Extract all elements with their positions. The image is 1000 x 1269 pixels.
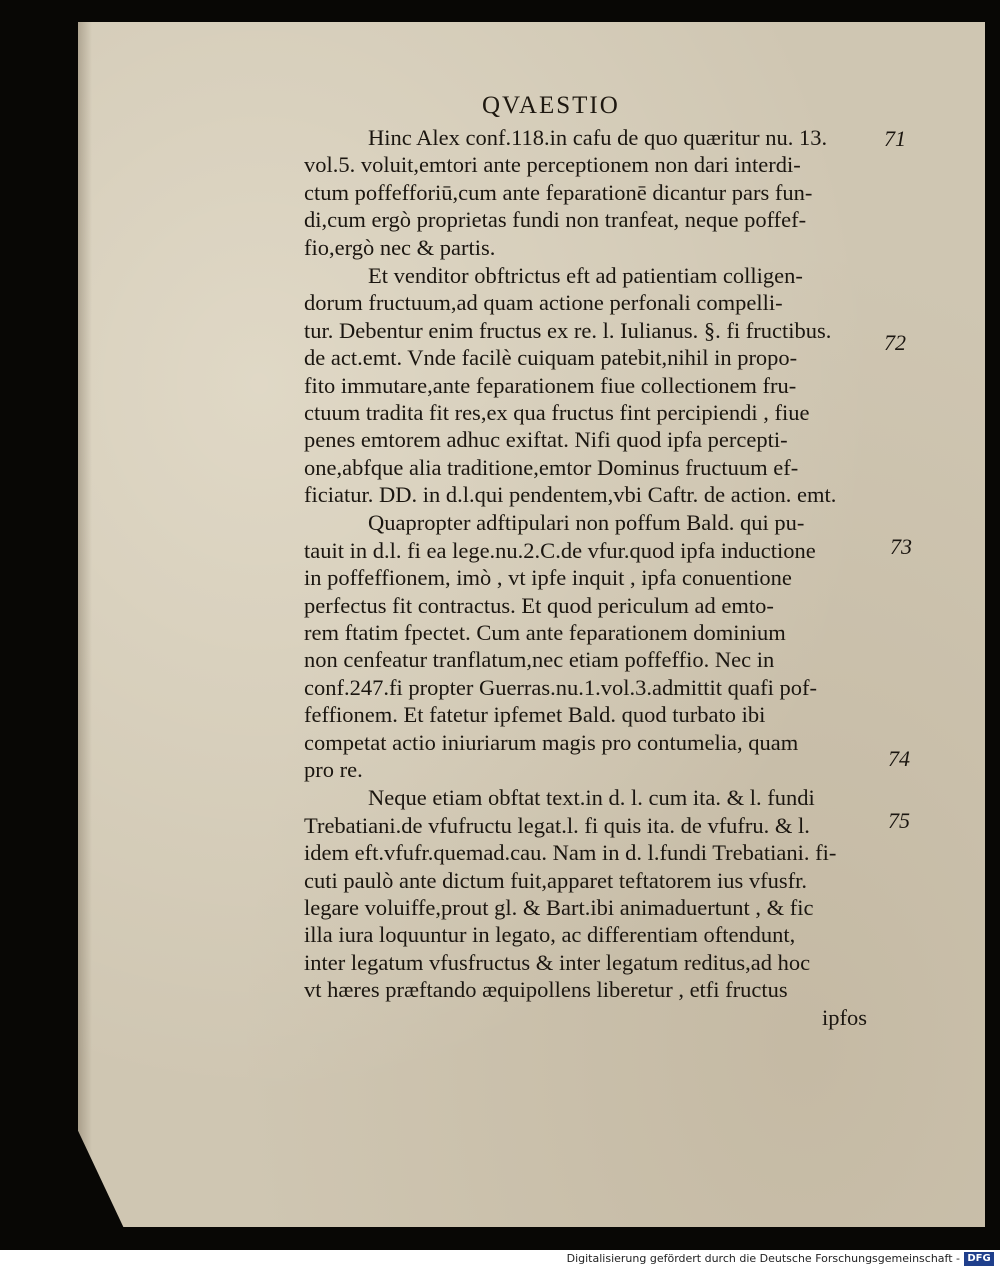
text-line: conf.247.fi propter Guerras.nu.1.vol.3.admittit quafi pof- [304, 674, 817, 700]
margin-number: 74 [888, 746, 910, 771]
text-line: vol.5. voluit,emtori ante perceptionem non dari interdi- [304, 152, 801, 178]
text-line: Et venditor obftrictus eft ad patientiam colligen- [368, 262, 803, 288]
funding-credit: Digitalisierung gefördert durch die Deutsche Forschungsgemeinschaft - [566, 1252, 960, 1265]
text-line: legare voluiffe,prout gl. & Bart.ibi animaduertunt , & fic [304, 894, 814, 920]
text-line: inter legatum vfusfructus & inter legatum reditus,ad hoc [304, 949, 811, 975]
dfg-logo: DFG [964, 1252, 994, 1266]
text-line: fio,ergò nec & partis. [304, 234, 496, 260]
text-line: Neque etiam obftat text.in d. l. cum ita. & l. fundi [368, 785, 815, 811]
text-line: rem ftatim fpectet. Cum ante feparationem dominium [304, 620, 786, 646]
text-line: idem eft.vfufr.quemad.cau. Nam in d. l.fundi Trebatiani. fi- [304, 840, 837, 866]
text-line: cuti paulò ante dictum fuit,apparet teftatorem ius vfusfr. [304, 867, 807, 893]
margin-number: 75 [888, 808, 910, 833]
text-line: competat actio iniuriarum magis pro contumelia, quam [304, 729, 799, 755]
margin-number: 72 [884, 330, 906, 355]
text-line: non cenfeatur tranflatum,nec etiam poffeffio. Nec in [304, 647, 775, 673]
body-text [304, 124, 884, 1031]
text-line: Quapropter adftipulari non poffum Bald. qui pu- [368, 510, 805, 536]
text-line: vt hæres præftando æquipollens liberetur , etfi fructus [304, 977, 788, 1003]
text-line: Trebatiani.de vfufructu legat.l. fi quis ita. de vfufru. & l. [304, 812, 810, 838]
text-line: perfectus fit contractus. Et quod periculum ad emto- [304, 592, 774, 618]
footer-bar [0, 1250, 1000, 1269]
margin-number: 71 [884, 126, 906, 151]
text-line: penes emtorem adhuc exiftat. Nifi quod ipfa percepti- [304, 427, 788, 453]
text-line: ficiatur. DD. in d.l.qui pendentem,vbi Caftr. de action. emt. [304, 482, 837, 508]
page-gutter-shadow [78, 22, 92, 1227]
text-line: tauit in d.l. fi ea lege.nu.2.C.de vfur.quod ipfa inductione [304, 537, 816, 563]
text-line: di,cum ergò proprietas fundi non tranfeat, neque poffef- [304, 207, 807, 233]
text-line: in poffeffionem, imò , vt ipfe inquit , ipfa conuentione [304, 565, 792, 591]
text-line: pro re. [304, 756, 363, 782]
running-header: QVAESTIO [482, 92, 620, 119]
margin-number: 73 [890, 534, 912, 559]
text-line: feffionem. Et fatetur ipfemet Bald. quod turbato ibi [304, 702, 766, 728]
text-line: fito immutare,ante feparationem fiue collectionem fru- [304, 372, 797, 398]
text-line: ctuum tradita fit res,ex qua fructus fint percipiendi , fiue [304, 399, 810, 425]
text-line: de act.emt. Vnde facilè cuiquam patebit,nihil in propo- [304, 345, 798, 371]
text-line: ctum poffefforiū,cum ante feparationē dicantur pars fun- [304, 179, 813, 205]
catchword: ipfos [822, 1004, 867, 1030]
text-line: Hinc Alex conf.118.in cafu de quo quæritur nu. 13. [368, 125, 828, 150]
text-line: one,abfque alia traditione,emtor Dominus fructuum ef- [304, 454, 799, 480]
text-line: illa iura loquuntur in legato, ac differentiam oftendunt, [304, 922, 796, 948]
text-line: dorum fructuum,ad quam actione perfonali compelli- [304, 290, 783, 316]
text-line: tur. Debentur enim fructus ex re. l. Iulianus. §. fi fructibus. [304, 317, 832, 343]
